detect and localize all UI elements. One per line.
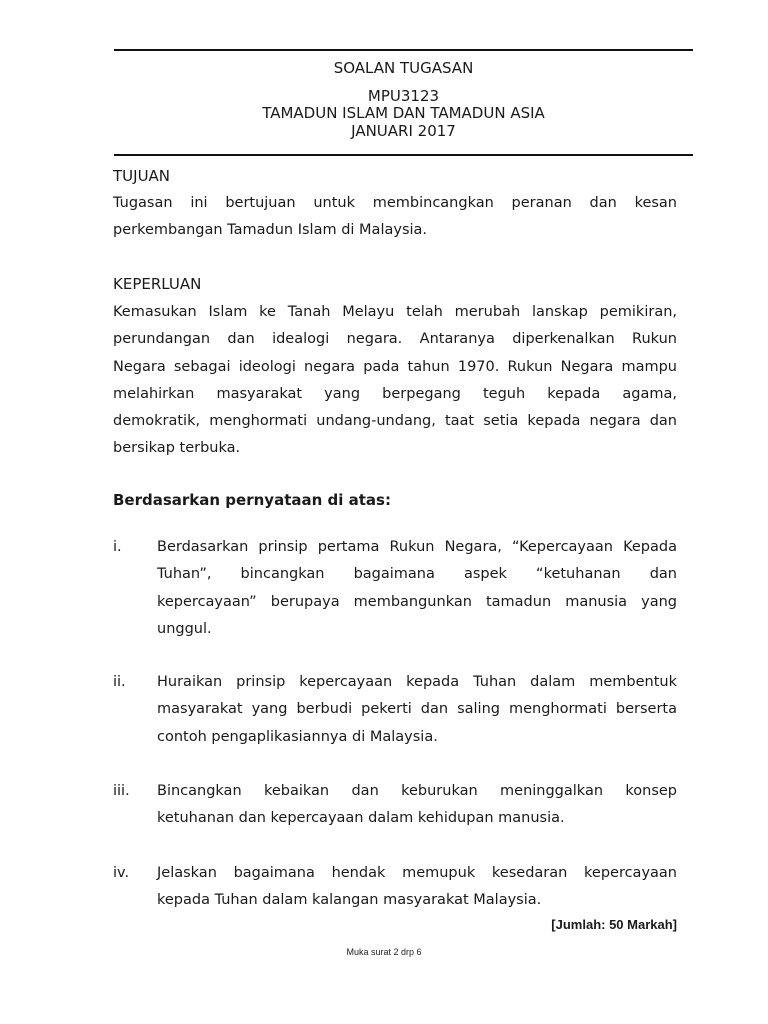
question-number: iv. xyxy=(113,865,130,881)
page-number: Muka surat 2 drp 6 xyxy=(346,947,422,957)
question-item xyxy=(113,778,677,833)
question-item xyxy=(113,860,677,915)
question-line: contoh pengaplikasiannya di Malaysia. xyxy=(157,728,438,745)
keperluan-line: demokratik, menghormati undang-undang, taat setia kepada negara dan xyxy=(113,413,677,430)
question-line: Jelaskan bagaimana hendak memupuk kesedaran kepercayaan xyxy=(157,865,677,881)
keperluan-line: Kemasukan Islam ke Tanah Melayu telah merubah lanskap pemikiran, xyxy=(113,304,677,320)
instruction: Berdasarkan pernyataan di atas: xyxy=(113,491,391,509)
keperluan-line: bersikap terbuka. xyxy=(113,440,241,457)
question-line: kepada Tuhan dalam kalangan masyarakat Malaysia. xyxy=(157,892,542,909)
keperluan-line: Negara sebagai ideologi negara pada tahun 1970. Rukun Negara mampu xyxy=(113,358,677,375)
question-text xyxy=(157,778,677,833)
question-line: Bincangkan kebaikan dan keburukan meninggalkan konsep xyxy=(157,783,677,799)
keperluan-line: melahirkan masyarakat yang berpegang teguh kepada agama, xyxy=(113,385,677,402)
question-line: Berdasarkan prinsip pertama Rukun Negara, “Kepercayaan Kepada xyxy=(157,539,677,555)
question-number: i. xyxy=(113,539,122,555)
question-text xyxy=(157,534,677,643)
question-line: Tuhan”, bincangkan bagaimana aspek “ketuhanan dan xyxy=(157,566,677,583)
course-code: MPU3123 xyxy=(367,87,440,105)
question-line: ketuhanan dan kepercayaan dalam kehidupan manusia. xyxy=(157,810,565,827)
total-marks: [Jumlah: 50 Markah] xyxy=(551,917,677,932)
tujuan-line: perkembangan Tamadun Islam di Malaysia. xyxy=(113,222,428,239)
question-number: ii. xyxy=(113,674,126,690)
keperluan-heading: KEPERLUAN xyxy=(113,275,202,293)
question-text xyxy=(157,669,677,751)
header-label: SOALAN TUGASAN xyxy=(333,59,474,77)
tujuan-heading: TUJUAN xyxy=(113,167,171,185)
keperluan-line: perundangan dan idealogi negara. Antaranya diperkenalkan Rukun xyxy=(113,331,677,348)
header-top-rule xyxy=(114,49,693,51)
question-text xyxy=(157,860,677,915)
session: JANUARI 2017 xyxy=(351,122,456,140)
question-line: Huraikan prinsip kepercayaan kepada Tuhan dalam membentuk xyxy=(157,674,677,690)
header-bottom-rule xyxy=(114,154,693,156)
tujuan-line: Tugasan ini bertujuan untuk membincangkan peranan dan kesan xyxy=(113,195,677,211)
question-line: unggul. xyxy=(157,620,212,637)
question-line: kepercayaan” berupaya membangunkan tamadun manusia yang xyxy=(157,593,677,610)
keperluan-paragraph xyxy=(113,299,677,463)
question-line: masyarakat yang berbudi pekerti dan saling menghormati berserta xyxy=(157,701,677,718)
course-title: TAMADUN ISLAM DAN TAMADUN ASIA xyxy=(262,104,545,122)
tujuan-paragraph xyxy=(113,190,677,245)
question-item xyxy=(113,534,677,643)
question-item xyxy=(113,669,677,751)
question-number: iii. xyxy=(113,783,130,799)
